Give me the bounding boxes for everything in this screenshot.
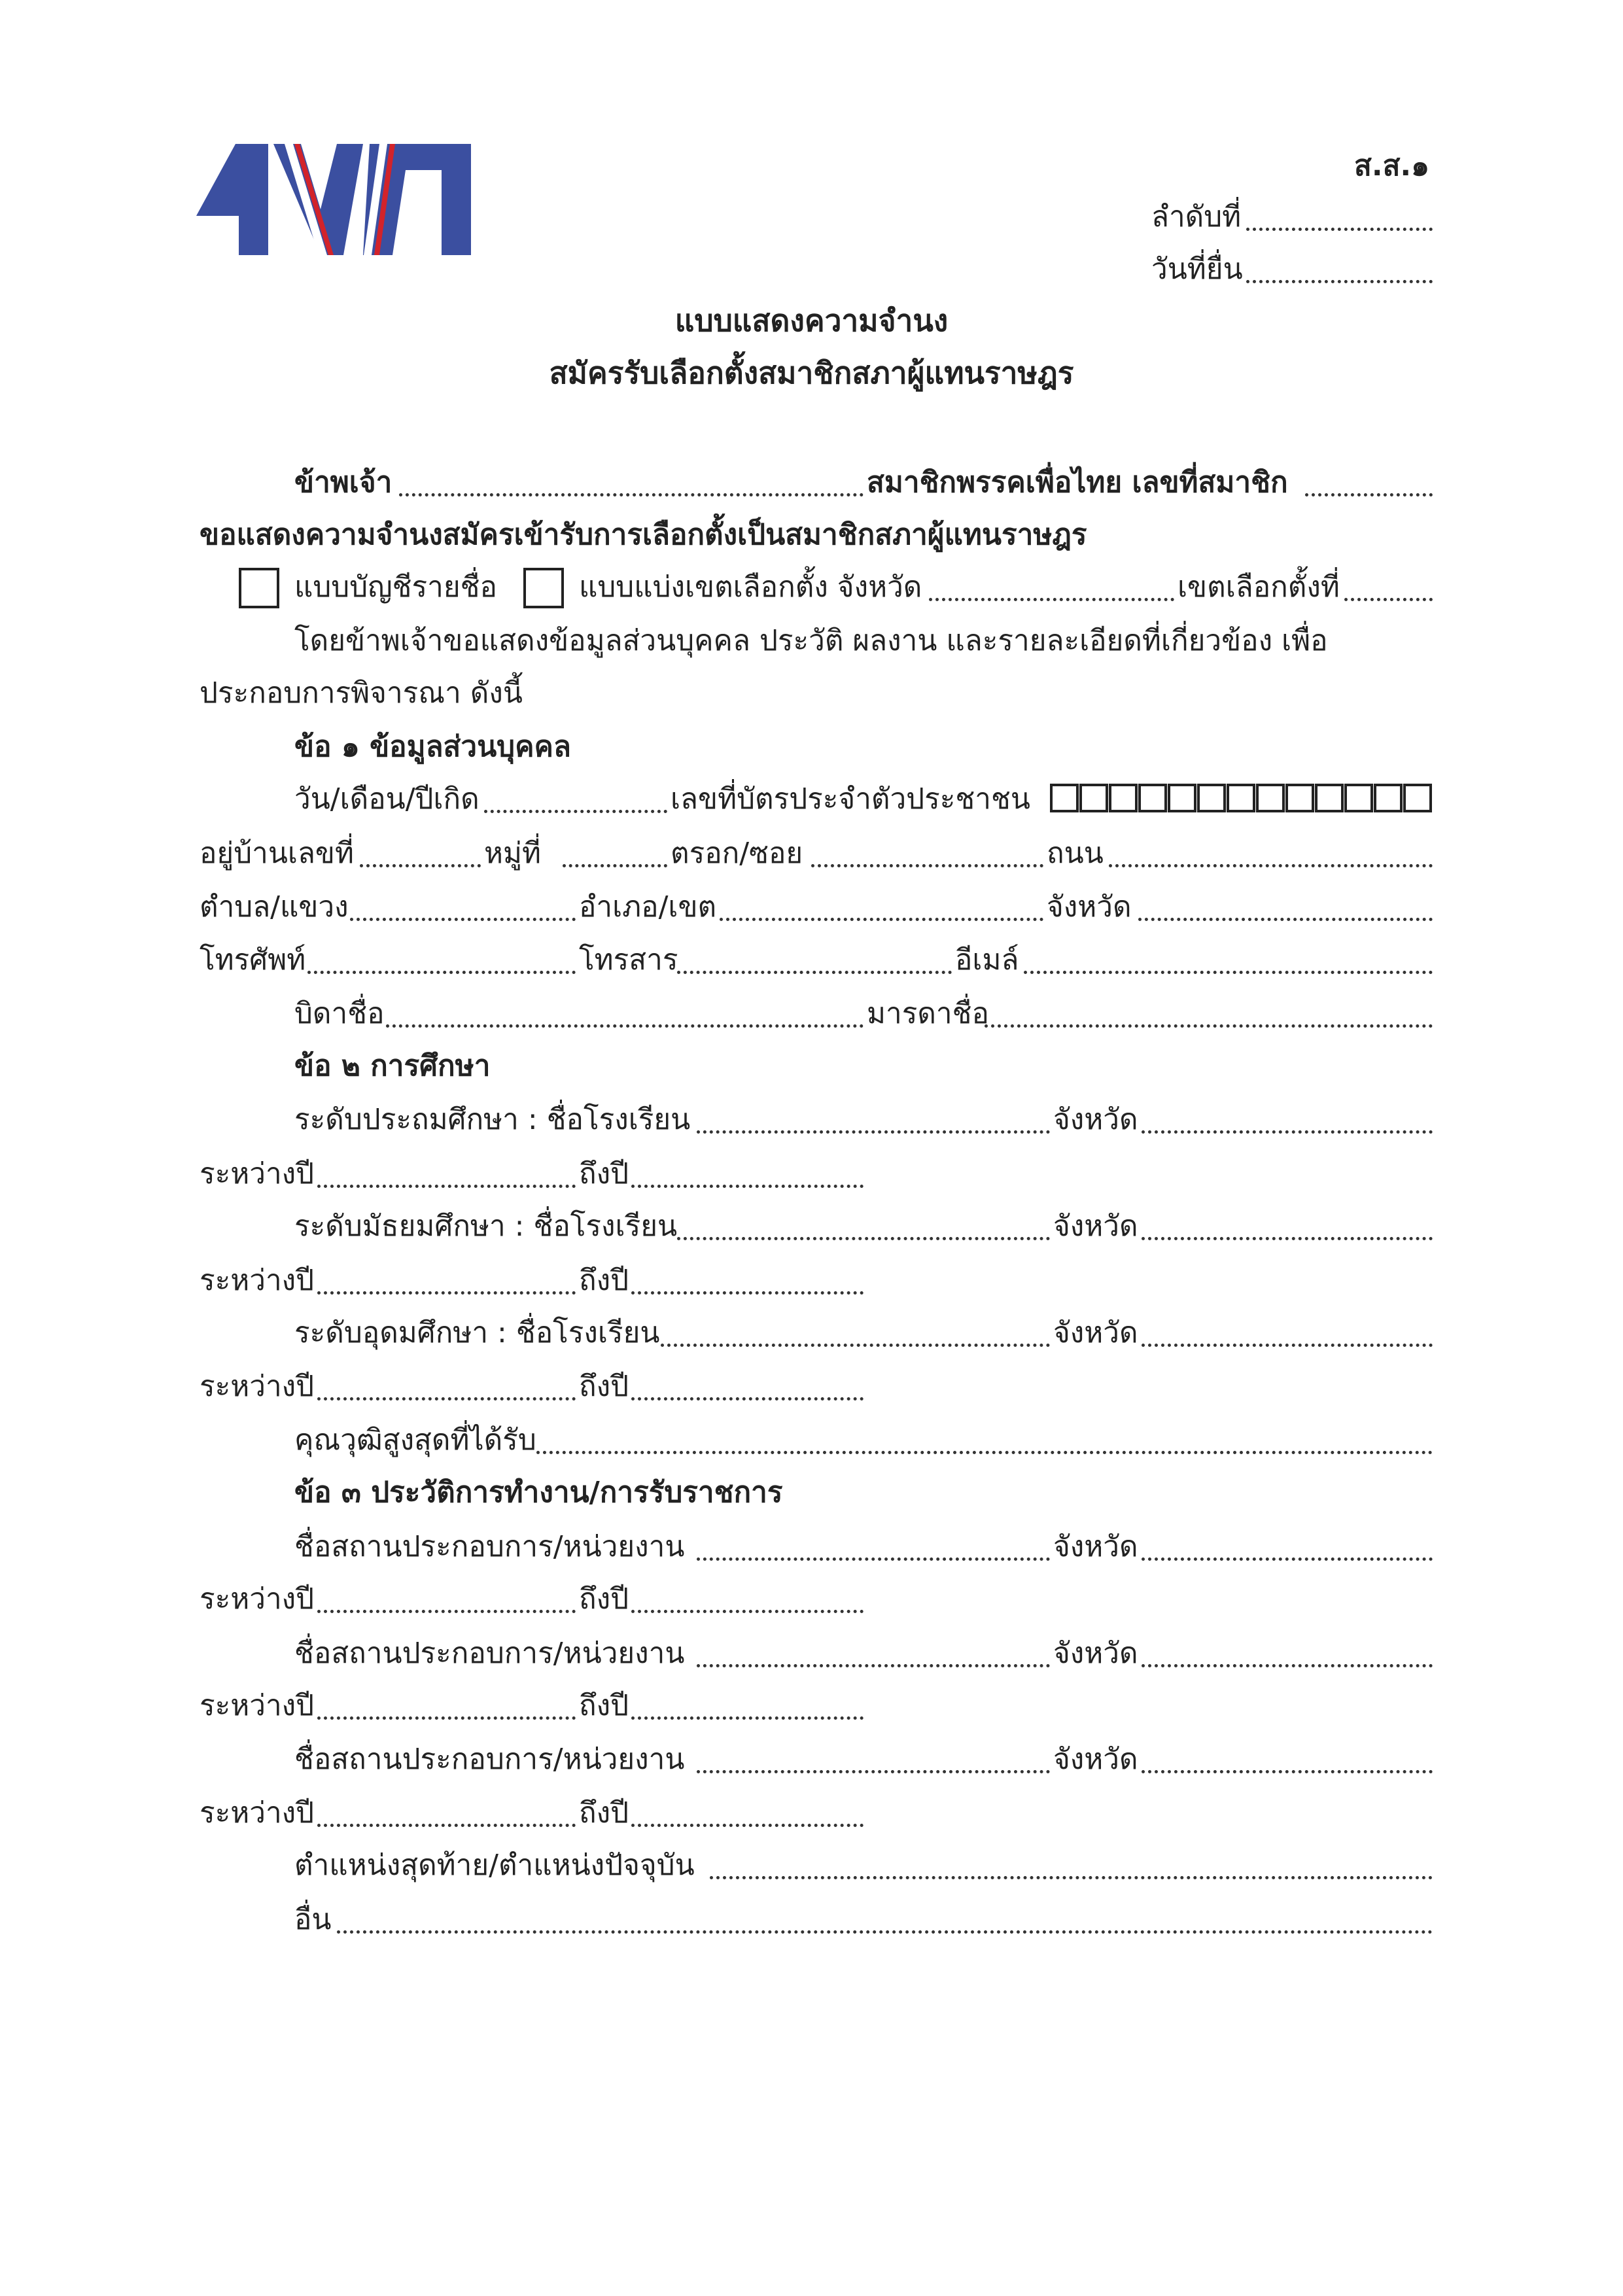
id-card-digit-box[interactable] xyxy=(1050,784,1079,812)
sequence-number-row xyxy=(0,198,1623,256)
subdistrict-field[interactable] xyxy=(350,918,576,921)
statement-row-2 xyxy=(0,674,1623,733)
work-from-field-1[interactable] xyxy=(317,1610,576,1613)
work-from-field-2[interactable] xyxy=(317,1716,576,1720)
sequence-number-label: ลำดับที่ xyxy=(1151,200,1242,234)
section2-heading: ข้อ ๒ การศึกษา xyxy=(294,1049,491,1083)
primary-province-label: จังหวัด xyxy=(1053,1103,1138,1136)
intent-statement: ขอแสดงความจำนงสมัครเข้ารับการเลือกตั้งเป็นสมาชิกสภาผู้แทนราษฎร xyxy=(200,518,1087,551)
statement-text-2: ประกอบการพิจารณา ดังนี้ xyxy=(200,676,523,710)
work-from-label-3: ระหว่างปี xyxy=(200,1796,315,1830)
dob-id-row xyxy=(0,780,1623,839)
address-row-1 xyxy=(0,834,1623,893)
highest-degree-field[interactable] xyxy=(536,1451,1433,1454)
primary-years-row xyxy=(0,1155,1623,1213)
email-label: อีเมล์ xyxy=(955,943,1019,977)
primary-province-field[interactable] xyxy=(1142,1130,1433,1134)
higher-to-label: ถึงปี xyxy=(579,1370,629,1403)
father-label: บิดาชื่อ xyxy=(294,997,385,1030)
secondary-from-field[interactable] xyxy=(317,1291,576,1295)
higher-province-field[interactable] xyxy=(1142,1344,1433,1347)
work-to-field-2[interactable] xyxy=(631,1716,864,1720)
secondary-to-field[interactable] xyxy=(631,1291,864,1295)
moo-label: หมู่ที่ xyxy=(484,837,542,870)
road-field[interactable] xyxy=(1109,864,1433,867)
section1-heading: ข้อ ๑ ข้อมูลส่วนบุคคล xyxy=(294,730,571,763)
submission-date-row xyxy=(0,250,1623,309)
parents-row xyxy=(0,994,1623,1053)
election-type-row xyxy=(0,568,1623,627)
section1-heading-row xyxy=(0,727,1623,786)
higher-to-field[interactable] xyxy=(631,1397,864,1400)
workplace-label-1: ชื่อสถานประกอบการ/หน่วยงาน xyxy=(294,1530,685,1563)
higher-from-field[interactable] xyxy=(317,1397,576,1400)
primary-school-field[interactable] xyxy=(697,1130,1050,1134)
work-to-label-1: ถึงปี xyxy=(579,1582,629,1616)
other-field[interactable] xyxy=(337,1930,1433,1934)
dob-label: วัน/เดือน/ปีเกิด xyxy=(294,782,480,816)
id-card-digit-box[interactable] xyxy=(1227,784,1255,812)
work-to-field-1[interactable] xyxy=(631,1610,864,1613)
applicant-row xyxy=(0,463,1623,522)
secondary-from-label: ระหว่างปี xyxy=(200,1264,315,1297)
id-card-digit-box[interactable] xyxy=(1344,784,1373,812)
workplace-province-field-1[interactable] xyxy=(1142,1557,1433,1561)
workplace-province-label-3: จังหวัด xyxy=(1053,1743,1138,1776)
phone-label: โทรศัพท์ xyxy=(200,943,306,977)
fax-field[interactable] xyxy=(677,971,952,974)
member-no-label: สมาชิกพรรคเพื่อไทย เลขที่สมาชิก xyxy=(867,466,1288,499)
work-to-label-2: ถึงปี xyxy=(579,1689,629,1722)
id-card-digit-box[interactable] xyxy=(1403,784,1432,812)
highest-degree-row xyxy=(0,1421,1623,1480)
statement-text-1: โดยข้าพเจ้าขอแสดงข้อมูลส่วนบุคคล ประวัติ ผลงาน และรายละเอียดที่เกี่ยวข้อง เพื่อ xyxy=(294,624,1328,657)
constituency-checkbox[interactable] xyxy=(523,568,564,608)
district-no-label: เขตเลือกตั้งที่ xyxy=(1178,570,1340,604)
id-card-digit-box[interactable] xyxy=(1168,784,1196,812)
secondary-province-label: จังหวัด xyxy=(1053,1209,1138,1243)
constituency-label: แบบแบ่งเขตเลือกตั้ง จังหวัด xyxy=(579,570,922,604)
secondary-years-row xyxy=(0,1261,1623,1320)
submission-date-label: วันที่ยื่น xyxy=(1151,252,1243,286)
contact-row xyxy=(0,941,1623,1000)
id-card-digit-box[interactable] xyxy=(1109,784,1138,812)
member-no-field[interactable] xyxy=(1305,493,1433,496)
house-no-field[interactable] xyxy=(360,864,481,867)
workplace-province-label-2: จังหวัด xyxy=(1053,1637,1138,1670)
id-card-digit-box[interactable] xyxy=(1374,784,1403,812)
statement-row-1 xyxy=(0,621,1623,680)
applicant-name-field[interactable] xyxy=(399,493,864,496)
submission-date-field[interactable] xyxy=(1246,280,1433,283)
higher-province-label: จังหวัด xyxy=(1053,1316,1138,1349)
fax-label: โทรสาร xyxy=(579,943,678,977)
constituency-province-field[interactable] xyxy=(929,598,1174,601)
secondary-school-label: ระดับมัธยมศึกษา : ชื่อโรงเรียน xyxy=(294,1209,678,1243)
district-no-field[interactable] xyxy=(1344,598,1433,601)
section3-heading-row xyxy=(0,1473,1623,1532)
mother-label: มารดาชื่อ xyxy=(867,997,989,1030)
primary-from-label: ระหว่างปี xyxy=(200,1157,315,1191)
subdistrict-label: ตำบล/แขวง xyxy=(200,890,349,924)
id-card-digit-box[interactable] xyxy=(1079,784,1108,812)
father-field[interactable] xyxy=(386,1024,864,1028)
higher-education-label: ระดับอุดมศึกษา : ชื่อโรงเรียน xyxy=(294,1316,660,1349)
house-no-label: อยู่บ้านเลขที่ xyxy=(200,837,355,870)
party-list-checkbox[interactable] xyxy=(239,568,279,608)
workplace-field-1[interactable] xyxy=(697,1557,1050,1561)
work-from-field-3[interactable] xyxy=(317,1824,576,1827)
section2-heading-row xyxy=(0,1047,1623,1105)
party-list-label: แบบบัญชีรายชื่อ xyxy=(294,570,497,604)
work-years-row-3 xyxy=(0,1794,1623,1852)
id-card-label: เลขที่บัตรประจำตัวประชาชน xyxy=(671,782,1030,816)
moo-field[interactable] xyxy=(563,864,667,867)
secondary-province-field[interactable] xyxy=(1142,1237,1433,1240)
form-title: แบบแสดงความจำนง xyxy=(674,303,949,338)
id-card-digit-box[interactable] xyxy=(1285,784,1314,812)
workplace-label-2: ชื่อสถานประกอบการ/หน่วยงาน xyxy=(294,1637,685,1670)
primary-to-field[interactable] xyxy=(631,1185,864,1188)
work-from-label-2: ระหว่างปี xyxy=(200,1689,315,1722)
last-position-row xyxy=(0,1846,1623,1905)
secondary-to-label: ถึงปี xyxy=(579,1264,629,1297)
intent-row xyxy=(0,515,1623,574)
soi-field[interactable] xyxy=(811,864,1043,867)
workplace-province-field-3[interactable] xyxy=(1142,1770,1433,1773)
form-subtitle: สมัครรับเลือกตั้งสมาชิกสภาผู้แทนราษฎร xyxy=(549,355,1074,391)
primary-to-label: ถึงปี xyxy=(579,1157,629,1191)
district-label: อำเภอ/เขต xyxy=(579,890,717,924)
sequence-number-field[interactable] xyxy=(1246,228,1433,231)
higher-from-label: ระหว่างปี xyxy=(200,1370,315,1403)
last-position-label: ตำแหน่งสุดท้าย/ตำแหน่งปัจจุบัน xyxy=(294,1849,695,1882)
other-label: อื่น xyxy=(294,1903,332,1936)
last-position-field[interactable] xyxy=(710,1876,1433,1879)
other-row xyxy=(0,1900,1623,1959)
mother-field[interactable] xyxy=(985,1024,1433,1028)
address-row-2 xyxy=(0,888,1623,947)
applicant-name-label: ข้าพเจ้า xyxy=(294,466,393,499)
highest-degree-label: คุณวุฒิสูงสุดที่ได้รับ xyxy=(294,1423,536,1457)
workplace-row-2 xyxy=(0,1634,1623,1693)
email-field[interactable] xyxy=(1024,971,1433,974)
district-field[interactable] xyxy=(720,918,1043,921)
work-from-label-1: ระหว่างปี xyxy=(200,1582,315,1616)
primary-school-label: ระดับประถมศึกษา : ชื่อโรงเรียน xyxy=(294,1103,691,1136)
workplace-row-1 xyxy=(0,1527,1623,1586)
soi-label: ตรอก/ซอย xyxy=(671,837,803,870)
higher-education-field[interactable] xyxy=(661,1344,1050,1347)
primary-school-row xyxy=(0,1100,1623,1159)
province-field[interactable] xyxy=(1138,918,1433,921)
dob-field[interactable] xyxy=(484,810,667,813)
higher-education-row xyxy=(0,1313,1623,1372)
province-label: จังหวัด xyxy=(1047,890,1132,924)
id-card-digit-box[interactable] xyxy=(1256,784,1285,812)
id-card-digit-box[interactable] xyxy=(1138,784,1167,812)
workplace-field-2[interactable] xyxy=(697,1664,1050,1667)
secondary-school-field[interactable] xyxy=(677,1237,1050,1240)
workplace-province-label-1: จังหวัด xyxy=(1053,1530,1138,1563)
work-to-label-3: ถึงปี xyxy=(579,1796,629,1830)
workplace-row-3 xyxy=(0,1740,1623,1799)
higher-years-row xyxy=(0,1367,1623,1426)
section3-heading: ข้อ ๓ ประวัติการทำงาน/การรับราชการ xyxy=(294,1476,783,1509)
workplace-field-3[interactable] xyxy=(697,1770,1050,1773)
id-card-digit-box[interactable] xyxy=(1315,784,1344,812)
id-card-digit-box[interactable] xyxy=(1197,784,1226,812)
primary-from-field[interactable] xyxy=(317,1185,576,1188)
work-to-field-3[interactable] xyxy=(631,1824,864,1827)
work-years-row-1 xyxy=(0,1580,1623,1639)
workplace-label-3: ชื่อสถานประกอบการ/หน่วยงาน xyxy=(294,1743,685,1776)
phone-field[interactable] xyxy=(307,971,576,974)
form-number: ส.ส.๑ xyxy=(1354,149,1430,183)
road-label: ถนน xyxy=(1047,837,1104,870)
work-years-row-2 xyxy=(0,1686,1623,1745)
secondary-school-row xyxy=(0,1207,1623,1266)
workplace-province-field-2[interactable] xyxy=(1142,1664,1433,1667)
